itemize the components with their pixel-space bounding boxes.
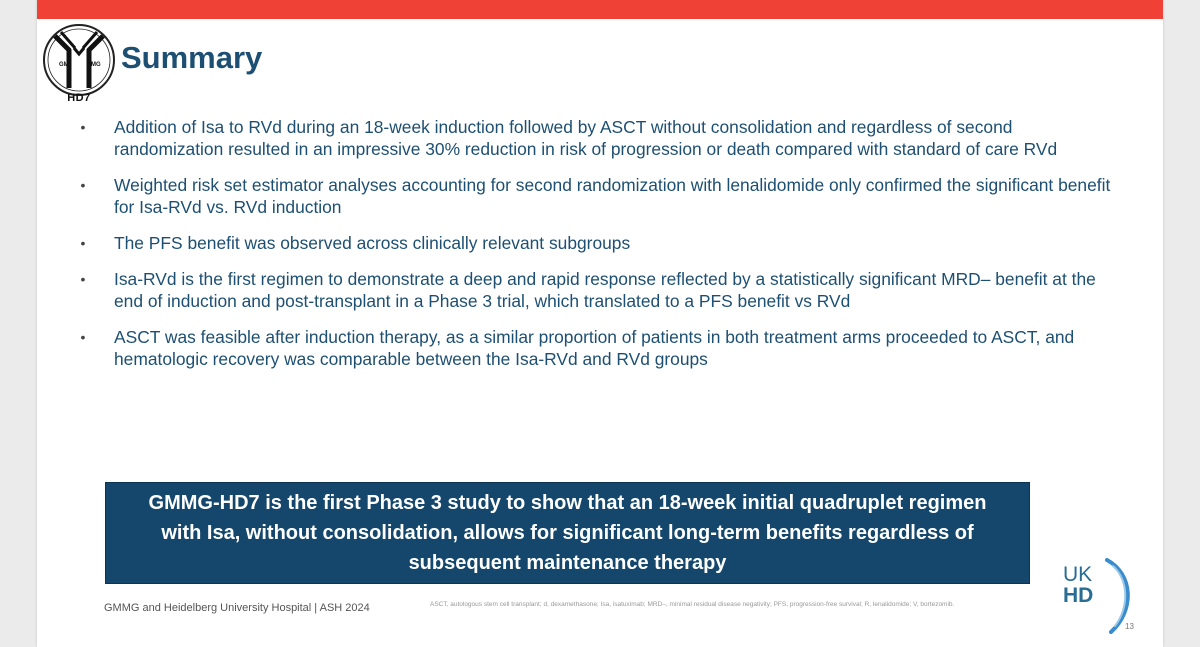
bullet-text: The PFS benefit was observed across clinically relevant subgroups (114, 233, 631, 253)
logo-badge-left-text: GM (59, 62, 69, 68)
slide (37, 0, 1163, 647)
footer-abbreviations: ASCT, autologous stem cell transplant; d, dexamethasone; Isa, isatuximab; MRD–, minimal residual disease negativity; PFS, progression-free survival; R, lenalidomide; V, bortezomib. (430, 601, 955, 608)
bullet-marker: • (80, 119, 86, 135)
ukhd-logo (1055, 558, 1135, 636)
top-accent-bar (37, 0, 1163, 19)
bullet-marker: • (80, 329, 86, 345)
bullet-item (77, 174, 1117, 218)
bullet-text: Addition of Isa to RVd during an 18-week induction followed by ASCT without consolidation and regardless of second randomization resulted in an impressive 30% reduction in risk of progression or death compared with standard of care RVd (114, 117, 1058, 159)
bullet-item (77, 116, 1117, 160)
slide-title: Summary (121, 40, 263, 75)
bullet-text: Isa-RVd is the first regimen to demonstrate a deep and rapid response reflected by a statistically significant MRD– benefit at the end of induction and post-transplant in a Phase 3 trial, which translated to a PFS benefit vs RVd (114, 269, 1096, 311)
bullet-item (77, 232, 1117, 254)
callout-text: GMMG-HD7 is the first Phase 3 study to show that an 18-week initial quadruplet regimen with Isa, without consolidation, allows for significant long-term benefits regardless of subsequent maintenance therapy (148, 492, 987, 574)
key-message-callout (105, 482, 1030, 584)
page-number: 13 (1125, 622, 1134, 631)
bullet-item (77, 268, 1117, 312)
bullet-marker: • (80, 177, 86, 193)
bullet-item (77, 326, 1117, 370)
bullet-marker: • (80, 235, 86, 251)
gmmg-emblem-icon (41, 22, 117, 98)
bullet-text: Weighted risk set estimator analyses accounting for second randomization with lenalidomide only confirmed the significant benefit for Isa-RVd vs. RVd induction (114, 175, 1111, 217)
bullet-list (77, 116, 1117, 384)
ukhd-logo-line1: UK (1063, 563, 1093, 586)
ukhd-logo-line2: HD (1063, 584, 1094, 607)
logo-label: HD7 (67, 92, 91, 104)
gmmg-hd7-logo (41, 22, 117, 106)
footer-source: GMMG and Heidelberg University Hospital | ASH 2024 (104, 602, 370, 614)
logo-badge-right-text: MG (91, 62, 101, 68)
bullet-text: ASCT was feasible after induction therapy, as a similar proportion of patients in both treatment arms proceeded to ASCT, and hematologic recovery was comparable between the Isa-RVd and RVd groups (114, 327, 1075, 369)
bullet-marker: • (80, 271, 86, 287)
